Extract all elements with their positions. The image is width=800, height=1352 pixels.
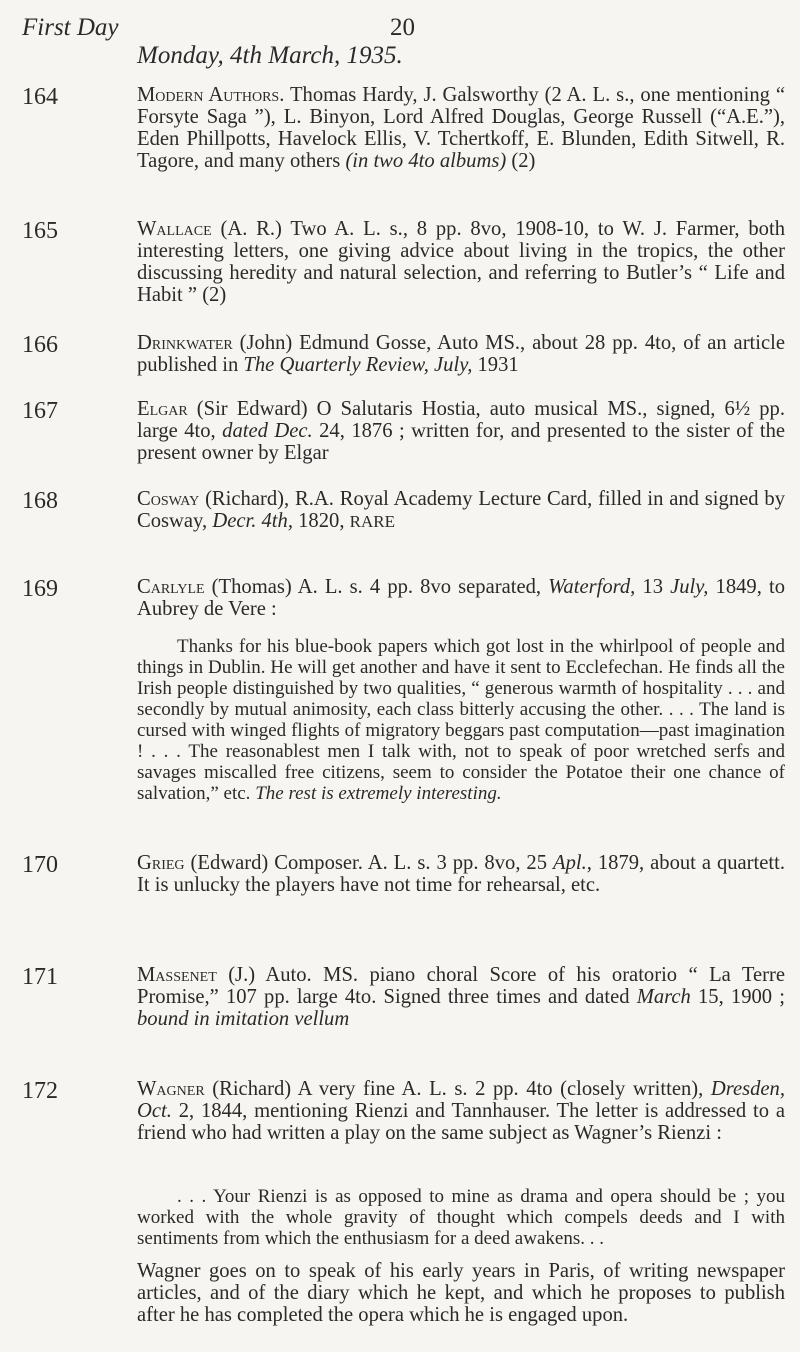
lot-heading: Drinkwater	[137, 332, 233, 354]
lot-italic: The Quarterly Review, July,	[243, 354, 473, 376]
lot-description	[137, 398, 785, 464]
lot-number: 164	[22, 84, 58, 110]
quote-note: The rest is extremely interesting.	[255, 783, 502, 804]
lot-italic: Decr. 4th,	[212, 510, 293, 532]
lot-number: 169	[22, 576, 58, 602]
lot-description	[137, 964, 785, 1030]
lot-italic: Dresden, Oct.	[137, 1078, 785, 1122]
lot-italic: dated Dec.	[222, 420, 313, 442]
lot-body: (Richard) A very fine A. L. s. 2 pp. 4to (closely written),	[204, 1078, 711, 1100]
lot-followup: Wagner goes on to speak of his early years in Paris, of writing newspaper articles, and of the diary which he kept, and which he proposes to publish after he has completed the opera which he is engaged upon.	[137, 1260, 785, 1326]
lot-number: 168	[22, 488, 58, 514]
lot-heading: Wallace	[137, 218, 212, 240]
lot-number: 167	[22, 398, 58, 424]
lot-tail: 1820,	[292, 510, 350, 532]
lot-number: 170	[22, 852, 58, 878]
lot-tail: 1931	[472, 354, 519, 376]
lot-italic: March	[636, 986, 691, 1008]
lot-heading: Elgar	[137, 398, 188, 420]
lot-number: 165	[22, 218, 58, 244]
lot-tail: (2)	[506, 150, 536, 172]
lot-heading: Modern Authors.	[137, 84, 285, 106]
lot-italic: Apl.,	[552, 852, 592, 874]
lot-description	[137, 218, 785, 306]
lot-quote	[137, 1186, 785, 1249]
lot-tail: 1879, about a quartett. It is unlucky the players have not time for rehearsal, etc.	[137, 852, 785, 896]
lot-body: (John) Edmund Gosse, Auto MS., about 28 pp. 4to, of an article published in	[137, 332, 785, 376]
lot-tail: 13	[635, 576, 671, 598]
lot-description	[137, 332, 785, 376]
quote-text: . . . Your Rienzi is as opposed to mine as drama and opera should be ; you worked with the whole gravity of thought which compels deeds and I with sentiments from which the enthusiasm for a deed awakens. . .	[137, 1186, 785, 1249]
quote-text: Thanks for his blue-book papers which got lost in the whirlpool of people and things in Dublin. He will get another and have it sent to Ecclefechan. He finds all the Irish people distinguished by two qualities, “ generous warmth of hospitality . . . and secondly by mutual animosity, each class bitterly accusing the other. . . . The land is cursed with winged flights of migratory beggars past computation—past imagination ! . . . The reasonablest men I talk with, not to speak of poor wretched serfs and savages miscalled free citizens, seem to consider the Potatoe their one chance of salvation,” etc.	[137, 636, 785, 804]
lot-body: (Thomas) A. L. s. 4 pp. 8vo separated,	[204, 576, 549, 598]
lot-rare-note: RARE	[349, 512, 395, 531]
lot-heading: Wagner	[137, 1078, 205, 1100]
sale-date: Monday, 4th March, 1935.	[137, 42, 403, 69]
lot-number: 171	[22, 964, 58, 990]
lot-italic: (in two 4to albums)	[345, 150, 507, 172]
lot-description	[137, 576, 785, 620]
lot-heading: Carlyle	[137, 576, 205, 598]
lot-italic: Waterford,	[548, 576, 636, 598]
lot-body: (Richard), R.A. Royal Academy Lecture Card, filled in and signed by Cosway,	[137, 488, 785, 532]
lot-body: (Edward) Composer. A. L. s. 3 pp. 8vo, 25	[184, 852, 553, 874]
lot-quote	[137, 636, 785, 804]
lot-body: (Sir Edward) O Salutaris Hostia, auto musical MS., signed, 6½ pp. large 4to,	[137, 398, 785, 442]
lot-tail: 2, 1844, mentioning Rienzi and Tannhauser. The letter is addressed to a friend who had written a play on the same subject as Wagner’s Rienzi :	[137, 1100, 785, 1144]
lot-body: Thomas Hardy, J. Galsworthy (2 A. L. s., one mentioning “ Forsyte Saga ”), L. Binyon, Lord Alfred Douglas, George Russell (“A.E.”), Eden Phillpotts, Havelock Ellis, V. Tchertkoff, E. Blunden, Edith Sitwell, R. Tagore, and many others	[137, 84, 785, 172]
lot-heading: Massenet	[137, 964, 217, 986]
lot-body: (A. R.) Two A. L. s., 8 pp. 8vo, 1908-10, to W. J. Farmer, both interesting letters, one giving advice about living in the tropics, the other discussing heredity and natural selection, and referring to Butler’s “ Life and Habit ” (2)	[137, 218, 785, 306]
lot-tail: 24, 1876 ; written for, and presented to the sister of the present owner by Elgar	[137, 420, 786, 464]
lot-description	[137, 488, 785, 533]
lot-italic: bound in imitation vellum	[137, 1008, 350, 1030]
lot-heading: Grieg	[137, 852, 185, 874]
lot-tail: 15, 1900 ;	[690, 986, 785, 1008]
lot-number: 166	[22, 332, 58, 358]
lot-body: (J.) Auto. MS. piano choral Score of his oratorio “ La Terre Promise,” 107 pp. large 4to. Signed three times and dated	[137, 964, 785, 1008]
lot-description	[137, 852, 785, 896]
page-number: 20	[390, 14, 415, 41]
running-head-day: First Day	[22, 14, 119, 41]
lot-tail: 1849, to Aubrey de Vere :	[137, 576, 785, 620]
lot-description	[137, 1078, 785, 1144]
lot-heading: Cosway	[137, 488, 200, 510]
lot-description	[137, 84, 785, 172]
lot-italic: July,	[670, 576, 709, 598]
lot-number: 172	[22, 1078, 58, 1104]
